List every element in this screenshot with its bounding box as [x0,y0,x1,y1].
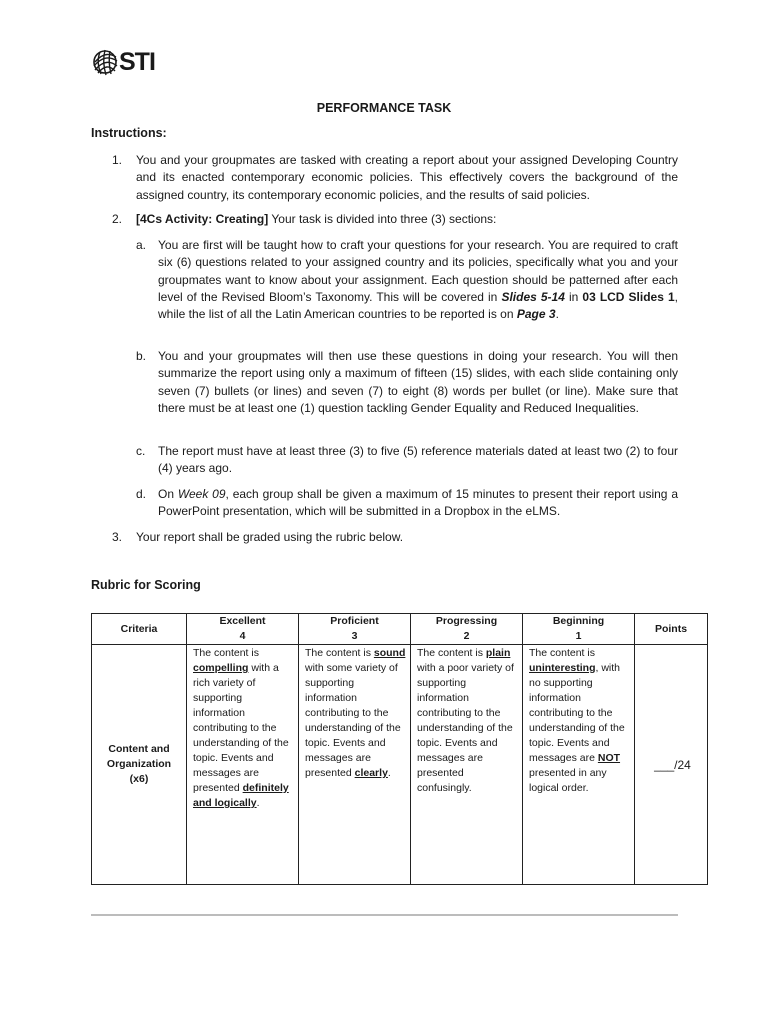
rubric-table [91,613,708,885]
points-cell: ___/24 [635,645,708,885]
header-points: Points [635,614,708,645]
item-text: [4Cs Activity: Creating] Your task is divided into three (3) sections: [136,212,497,226]
header-criteria: Criteria [92,614,187,645]
sub-item-text: You and your groupmates will then use these questions in doing your research. You will then summarize the report using only a maximum of fifteen (15) slides, with each slide containing only seven (7) bullets (or lines) and seven (7) to eight (8) words per bullet (or line). Make sure that there must be at least one (1) question tackling Gender Equality and Reduced Inequalities. [158,349,678,415]
rubric-row-content [92,645,708,885]
beginning-cell: The content is uninteresting, with no supporting information contributing to the understanding of the topic. Events and messages are NOT presented in any logical order. [523,645,635,885]
item-text: Your report shall be graded using the rubric below. [136,530,404,544]
criteria-cell: Content and Organization (x6) [92,645,187,885]
instructions-heading: Instructions: [91,126,167,140]
sub-item-letter: d. [136,487,147,501]
sub-item-text: On Week 09, each group shall be given a maximum of 15 minutes to present their report using a PowerPoint presentation, which will be submitted in a Dropbox in the eLMS. [158,487,678,519]
sub-item-text: The report must have at least three (3) to five (5) reference materials dated at least two (2) to four (4) years ago. [158,444,678,476]
rubric-header-row [92,614,708,645]
footer-divider [91,914,678,916]
sti-logo [92,47,155,77]
logo-text: STI [119,48,155,76]
header-excellent: Excellent 4 [187,614,299,645]
progressing-cell: The content is plain with a poor variety of supporting information contributing to the understanding of the topic. Events and messages are presented confusingly. [411,645,523,885]
sti-globe-logo-icon [92,48,118,76]
item-number: 3. [112,530,123,544]
header-progressing: Progressing 2 [411,614,523,645]
excellent-cell: The content is compelling with a rich variety of supporting information contributing to the understanding of the topic. Events and messages are presented definitely and logically. [187,645,299,885]
proficient-cell: The content is sound with some variety of supporting information contributing to the understanding of the topic. Events and messages are presented clearly. [299,645,411,885]
sub-item-letter: c. [136,444,146,458]
sub-item-text: You are first will be taught how to craft your questions for your research. You are required to craft six (6) questions related to your assigned country and its policies, specifically what you and your groupmates want to know about your assignment. Each question should be patterned after each level of the Revised Bloom’s Taxonomy. This will be covered in Slides 5-14 in 03 LCD Slides 1, while the list of all the Latin American countries to be reported is on Page 3. [158,238,678,322]
header-beginning: Beginning 1 [523,614,635,645]
page-title: PERFORMANCE TASK [316,101,452,115]
sub-item-letter: a. [136,238,147,252]
rubric-heading: Rubric for Scoring [91,578,201,592]
item-number: 2. [112,212,123,226]
header-proficient: Proficient 3 [299,614,411,645]
item-number: 1. [112,153,123,167]
sub-item-letter: b. [136,349,147,363]
item-text: You and your groupmates are tasked with creating a report about your assigned Developing Country and its enacted contemporary economic policies. This effectively covers the background of the assigned country, its contemporary economic policies, and the results of said policies. [136,153,678,202]
activity-label: [4Cs Activity: Creating] [136,212,269,226]
